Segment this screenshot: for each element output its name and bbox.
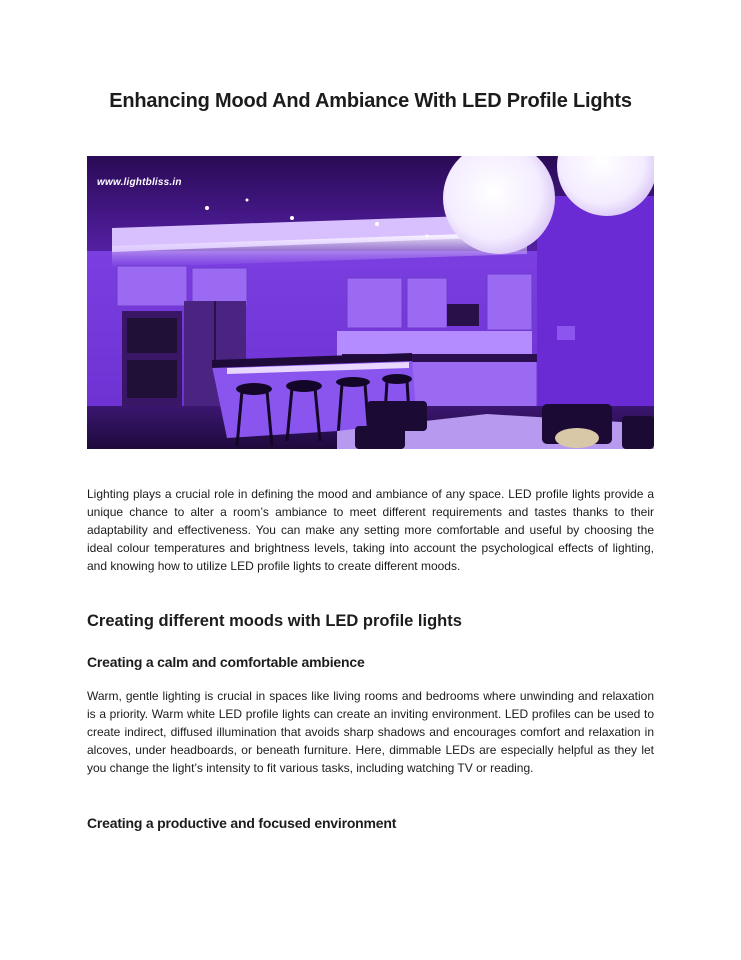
page-title: Enhancing Mood And Ambiance With LED Profile Lights (109, 90, 632, 112)
subsection-heading-productive: Creating a productive and focused environment (87, 815, 397, 831)
subsection-heading-calm: Creating a calm and comfortable ambience (87, 654, 365, 670)
calm-paragraph: Warm, gentle lighting is crucial in spaces like living rooms and bedrooms where unwinding and relaxation is a priority. Warm white LED profile lights can create an inviting environment. LED profiles can be used to create indirect, diffused illumination that avoids sharp shadows and encourages comfort and relaxation in alcoves, under headboards, or beneath furniture. Here, dimmable LEDs are especially helpful as they let you change the light’s intensity to fit various tasks, including watching TV or reading. (87, 689, 654, 775)
intro-paragraph: Lighting plays a crucial role in defining the mood and ambiance of any space. LED profile lights provide a unique chance to alter a room’s ambiance to meet different requirements and tastes thanks to their adaptability and effectiveness. You can make any setting more comfortable and useful by choosing the ideal colour temperatures and brightness levels, taking into account the psychological effects of lighting, and knowing how to utilize LED profile lights to create different moods. (87, 487, 654, 573)
kitchen-photo (87, 156, 654, 449)
kitchen-illustration (87, 156, 654, 449)
image-watermark: www.lightbliss.in (97, 177, 182, 188)
section-heading: Creating different moods with LED profile lights (87, 612, 462, 630)
